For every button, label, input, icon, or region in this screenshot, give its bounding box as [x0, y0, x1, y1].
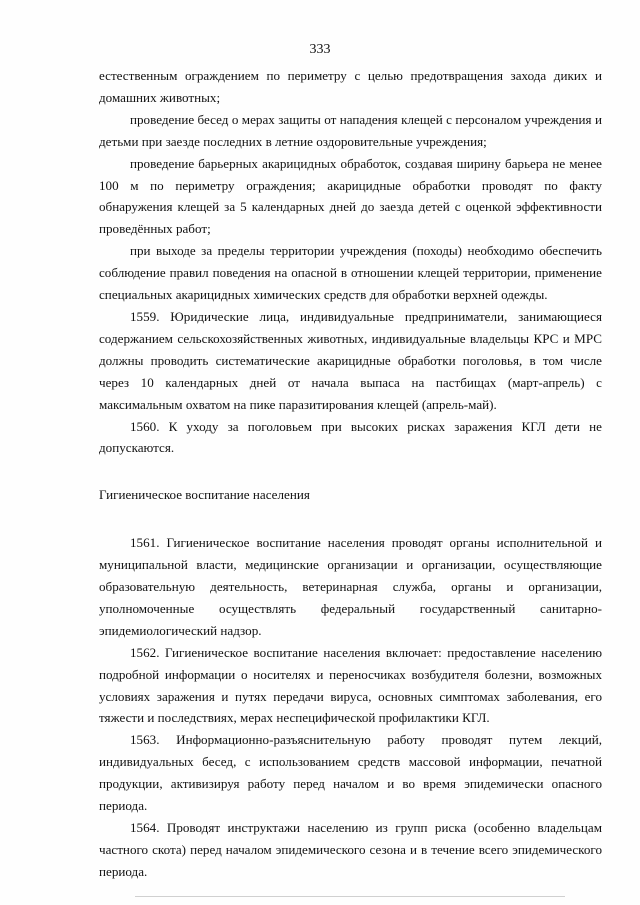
paragraph-1560: 1560. К уходу за поголовьем при высоких рисках заражения КГЛ дети не допускаются. [99, 418, 602, 456]
paragraph-tick-talks: проведение бесед о мерах защиты от нападения клещей с персоналом учреждения и детьми при заезде последних в летние оздоровительные учреждения; [99, 111, 602, 149]
paragraph-1562: 1562. Гигиеническое воспитание населения включает: предоставление населению подробной информации о носителях и переносчиках возбудителя болезни, возможных условиях заражения и путях передачи вируса, основных симптомах заболевания, его тяжести и последствиях, мерах неспецифической профилактики КГЛ. [99, 644, 602, 726]
paragraph-1564: 1564. Проводят инструктажи населению из групп риска (особенно владельцам частного скота) перед началом эпидемического сезона и в течение всего эпидемического периода. [99, 820, 602, 879]
page-bottom-edge [135, 896, 565, 897]
paragraph-1561: 1561. Гигиеническое воспитание населения проводят органы исполнительной и муниципальной власти, медицинские организации и организации, осуществляющие образовательную деятельность, ветеринарная служба, органы и организации, уполномоченные осуществлять федеральный государственный санитарно-эпидемиологический надзор. [99, 535, 602, 638]
paragraph-1559: 1559. Юридические лица, индивидуальные предприниматели, занимающиеся содержанием сельскохозяйственных животных, индивидуальные владельцы КРС и МРС должны проводить систематические акарицидные обработки поголовья, в том числе через 10 календарных дней от начала выпаса на пастбищах (март-апрель) с максимальным охватом на пике паразитирования клещей (апрель-май). [99, 308, 602, 412]
document-body [99, 65, 602, 883]
section-heading: Гигиеническое воспитание населения [99, 487, 310, 503]
page-number: 333 [309, 42, 331, 57]
paragraph-fence-continuation: естественным ограждением по периметру с целью предотвращения захода диких и домашних животных; [99, 68, 602, 105]
paragraph-outings: при выходе за пределы территории учреждения (походы) необходимо обеспечить соблюдение правил поведения на опасной в отношении клещей территории, применение специальных акарицидных химических средств для обработки верхней одежды. [99, 243, 602, 303]
paragraph-1563: 1563. Информационно-разъяснительную работу проводят путем лекций, индивидуальных бесед, с использованием средств массовой информации, печатной продукции, активизируя работу перед началом и во время эпидемически опасного периода. [99, 732, 602, 814]
paragraph-barrier-treatment: проведение барьерных акарицидных обработок, создавая ширину барьера не менее 100 м по периметру ограждения; акарицидные обработки проводят по факту обнаружения клещей за 5 календарных дней до заезда детей с оценкой эффективности проведённых работ; [99, 155, 602, 237]
